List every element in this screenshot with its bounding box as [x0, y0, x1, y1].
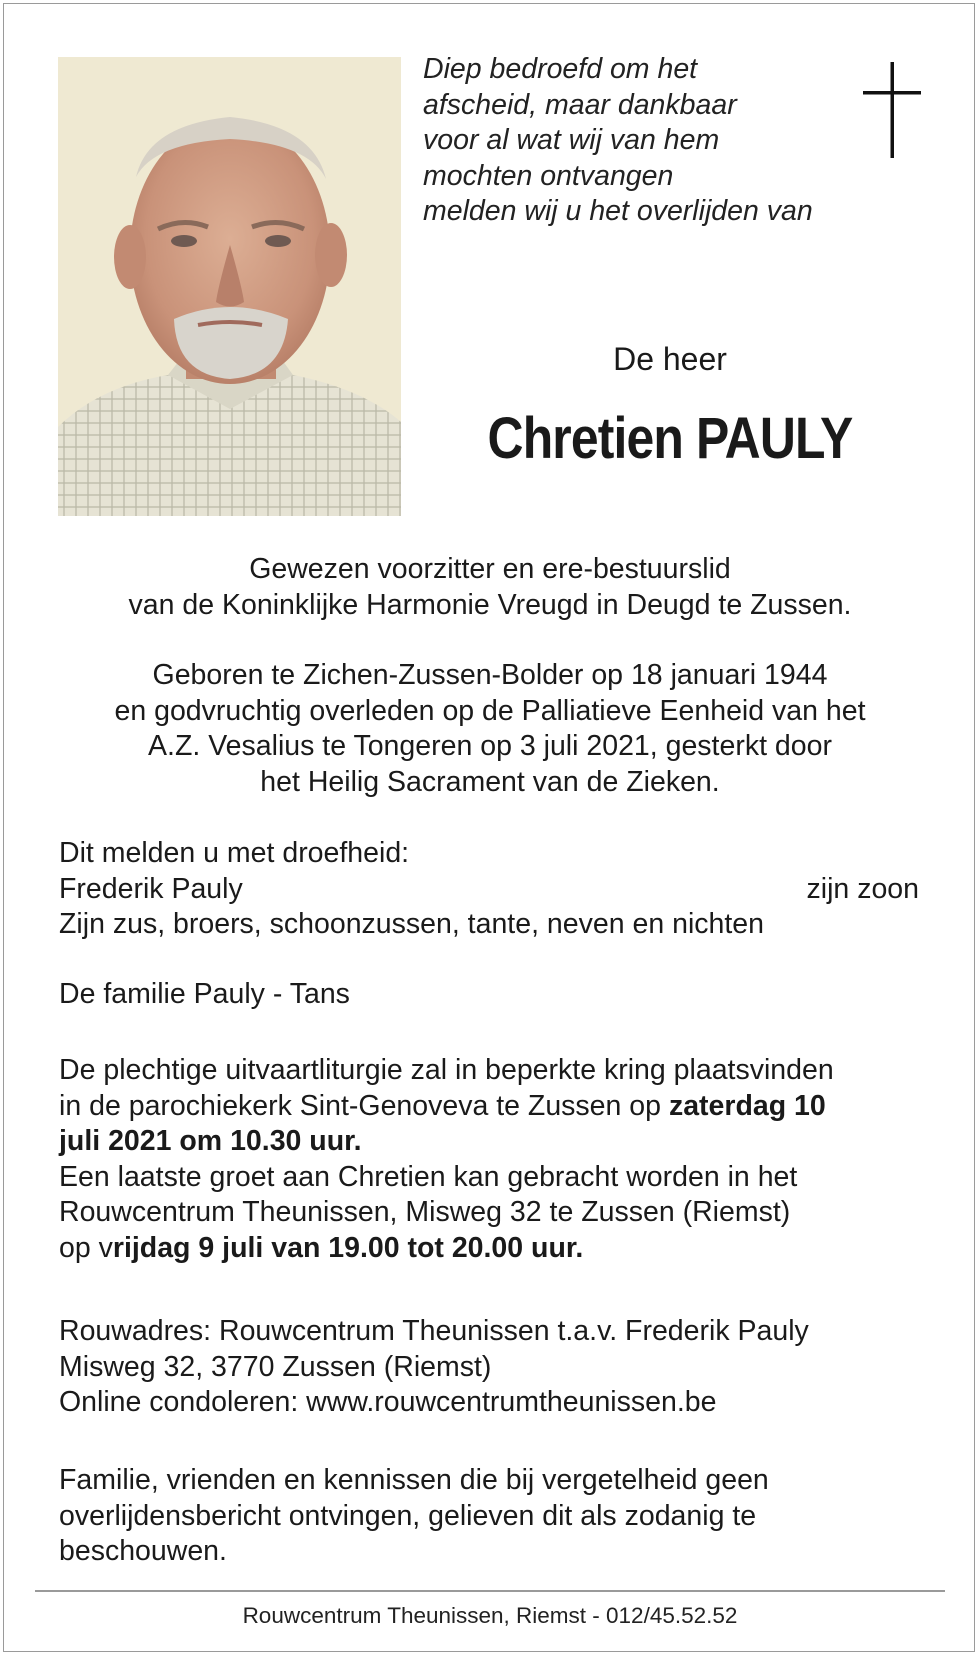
- life-line: A.Z. Vesalius te Tongeren op 3 juli 2021, gesterkt door: [148, 730, 832, 762]
- portrait-photo: [58, 57, 401, 516]
- role-description: [40, 552, 940, 623]
- notice-block: [59, 1463, 939, 1570]
- footer-text: Rouwcentrum Theunissen, Riemst - 012/45.52.52: [242, 1603, 738, 1628]
- notice-line: Familie, vrienden en kennissen die bij vergetelheid geen: [59, 1464, 769, 1496]
- intro-line: voor al wat wij van hem: [423, 124, 720, 156]
- address-block: [59, 1314, 939, 1421]
- funeral-line: [59, 1089, 929, 1125]
- life-details: [40, 658, 940, 800]
- farewell-location: Rouwcentrum Theunissen, Misweg 32 te Zussen (Riemst): [59, 1196, 791, 1228]
- address-line: Misweg 32, 3770 Zussen (Riemst): [59, 1350, 492, 1383]
- portrait-illustration: [58, 57, 401, 516]
- intro-line: afscheid, maar dankbaar: [423, 88, 737, 121]
- role-line: Gewezen voorzitter en ere-bestuurslid: [249, 553, 731, 585]
- funeral-details: [59, 1053, 929, 1266]
- son-name: Frederik Pauly: [59, 872, 243, 905]
- mourner-row: [59, 872, 919, 908]
- condolence-link[interactable]: Online condoleren: www.rouwcentrumtheunissen.be: [59, 1386, 717, 1418]
- life-line: en godvruchtig overleden op de Palliatieve Eenheid van het: [114, 694, 866, 727]
- address-line: Rouwadres: Rouwcentrum Theunissen t.a.v. Frederik Pauly: [59, 1315, 809, 1347]
- role-line: van de Koninklijke Harmonie Vreugd in Deugd te Zussen.: [128, 588, 852, 621]
- life-line: Geboren te Zichen-Zussen-Bolder op 18 januari 1944: [152, 659, 828, 691]
- farewell-text: op v: [59, 1231, 113, 1264]
- other-relatives: Zijn zus, broers, schoonzussen, tante, neven en nichten: [59, 908, 764, 940]
- mourners-heading: Dit melden u met droefheid:: [59, 837, 410, 869]
- mourners: [59, 836, 919, 943]
- family-line: De familie Pauly - Tans: [59, 978, 350, 1010]
- honorific: De heer: [613, 341, 727, 377]
- cross-icon: [863, 62, 921, 158]
- intro-line: melden wij u het overlijden van: [423, 195, 813, 227]
- life-line: het Heilig Sacrament van de Zieken.: [260, 765, 720, 798]
- funeral-text: in de parochiekerk Sint-Genoveva te Zussen op: [59, 1089, 669, 1122]
- intro-line: Diep bedroefd om het: [423, 53, 698, 85]
- funeral-date-time: juli 2021 om 10.30 uur.: [59, 1125, 362, 1157]
- farewell-line: Een laatste groet aan Chretien kan gebracht worden in het: [59, 1160, 798, 1193]
- intro-verse: [423, 52, 843, 230]
- notice-line: overlijdensbericht ontvingen, gelieven dit als zodanig te: [59, 1499, 757, 1532]
- deceased-name: Chretien PAULY: [487, 406, 853, 471]
- farewell-date-time: rijdag 9 juli van 19.00 tot 20.00 uur.: [112, 1231, 584, 1264]
- intro-line: mochten ontvangen: [423, 159, 674, 192]
- farewell-line: [59, 1231, 929, 1267]
- funeral-line: De plechtige uitvaartliturgie zal in beperkte kring plaatsvinden: [59, 1054, 834, 1086]
- notice-line: beschouwen.: [59, 1535, 227, 1567]
- son-relation: zijn zoon: [806, 872, 919, 905]
- funeral-date: zaterdag 10: [668, 1089, 826, 1122]
- footer-divider: [35, 1590, 945, 1592]
